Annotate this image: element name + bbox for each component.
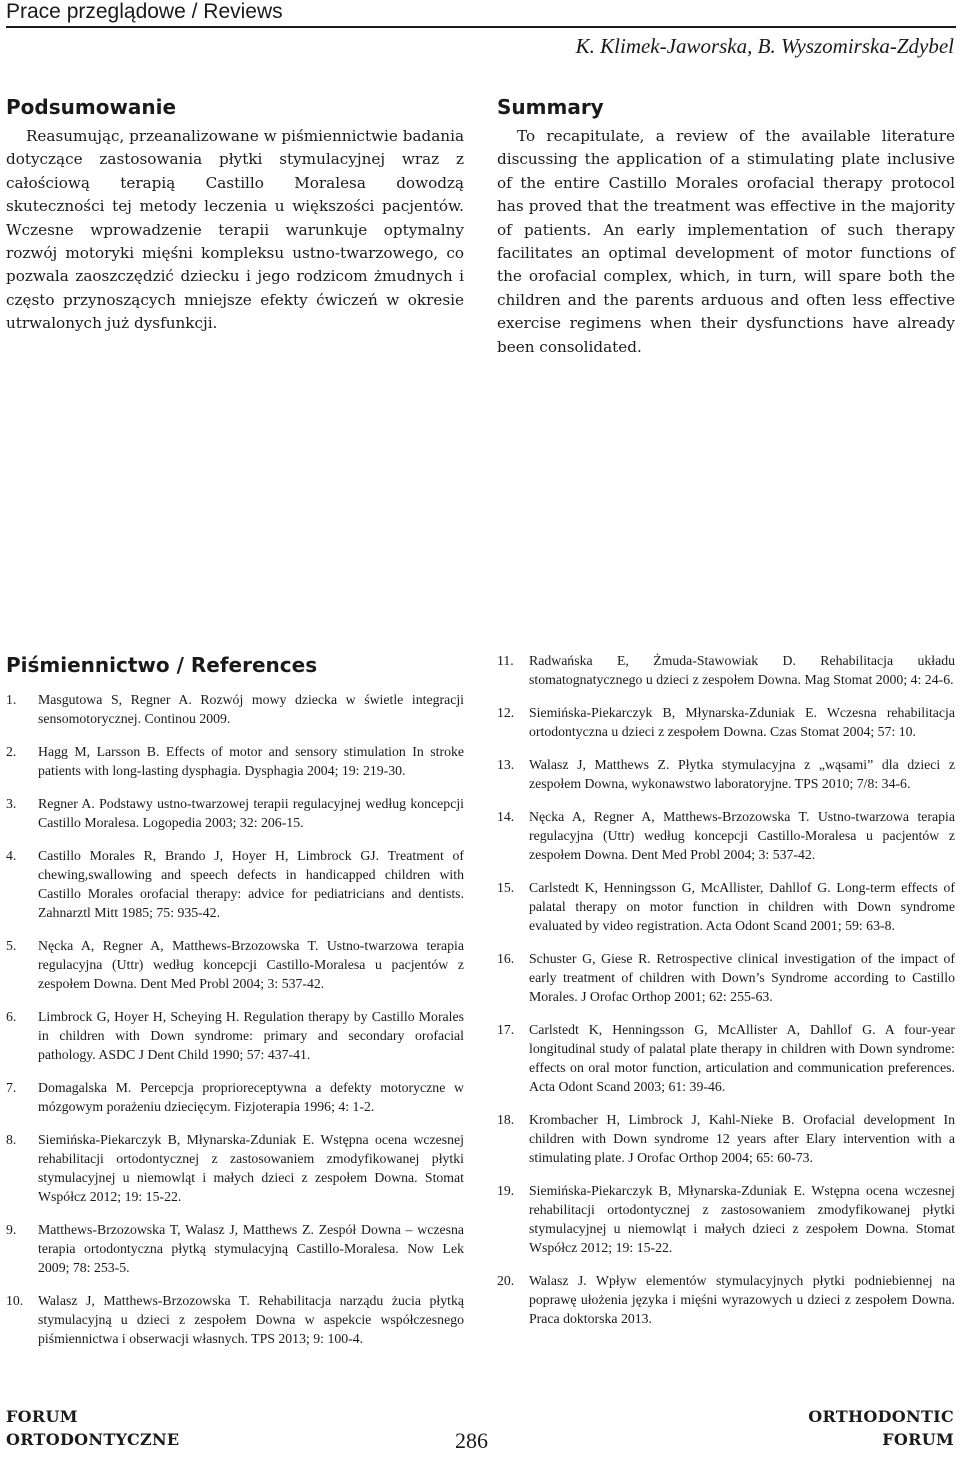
reference-item xyxy=(497,1181,955,1257)
footer-journal-right xyxy=(808,1405,954,1451)
reference-number: 17. xyxy=(497,1022,515,1037)
reference-number: 5. xyxy=(6,938,17,953)
authors: K. Klimek-Jaworska, B. Wyszomirska-Zdybel xyxy=(575,34,954,58)
reference-item xyxy=(6,1130,464,1206)
footer-right-line2: FORUM xyxy=(882,1430,954,1449)
reference-item xyxy=(6,1220,464,1277)
reference-item xyxy=(6,690,464,728)
section-label: Prace przeglądowe / Reviews xyxy=(6,0,283,23)
footer-left-line2: ORTODONTYCZNE xyxy=(6,1430,180,1449)
reference-number: 10. xyxy=(6,1293,24,1308)
reference-number: 3. xyxy=(6,796,17,811)
reference-item xyxy=(497,1110,955,1167)
reference-number: 9. xyxy=(6,1222,17,1237)
podsumowanie-heading: Podsumowanie xyxy=(6,95,177,119)
reference-text: Nęcka A, Regner A, Matthews-Brzozowska T. Ustno-twarzowa terapia regulacyjna (Uttr) według koncepcji Castillo-Moralesa u pacjentów z zespołem Downa. Dent Med Probl 2004; 3: 537-42. xyxy=(529,809,955,862)
reference-text: Nęcka A, Regner A, Matthews-Brzozowska T. Ustno-twarzowa terapia regulacyjna (Uttr) według koncepcji Castillo-Moralesa u pacjentów z zespołem Downa. Dent Med Probl 2004; 3: 537-42. xyxy=(38,938,464,991)
reference-number: 1. xyxy=(6,692,17,707)
reference-item xyxy=(497,1020,955,1096)
reference-text: Carlstedt K, Henningsson G, McAllister A, Dahllof G. A four-year longitudinal study of palatal plate therapy in children with Down syndrome: effects on oral motor function, articulation and communication preferences. Acta Odont Scand 2003; 61: 39-46. xyxy=(529,1022,955,1094)
reference-item xyxy=(497,949,955,1006)
reference-text: Hagg M, Larsson B. Effects of motor and sensory stimulation In stroke patients with long-lasting dysphagia. Dysphagia 2004; 19: 219-30. xyxy=(38,744,464,778)
reference-number: 12. xyxy=(497,705,515,720)
reference-item xyxy=(497,703,955,741)
reference-number: 15. xyxy=(497,880,515,895)
summary-heading: Summary xyxy=(497,95,604,119)
reference-text: Limbrock G, Hoyer H, Scheying H. Regulation therapy by Castillo Morales in children with Down syndrome: primary and secondary orofacial pathology. ASDC J Dent Child 1990; 57: 437-41. xyxy=(38,1009,464,1062)
reference-text: Siemińska-Piekarczyk B, Młynarska-Zduniak E. Wczesna rehabilitacja ortodontyczna u dzieci z zespołem Downa. Czas Stomat 2004; 57: 10. xyxy=(529,705,955,739)
reference-item xyxy=(6,1007,464,1064)
reference-number: 6. xyxy=(6,1009,17,1024)
references-heading: Piśmiennictwo / References xyxy=(6,653,318,677)
reference-text: Walasz J. Wpływ elementów stymulacyjnych płytki podniebiennej na poprawę ułożenia języka i mięśni wyrazowych u dzieci z zespołem Downa. Praca doktorska 2013. xyxy=(529,1273,955,1326)
reference-text: Domagalska M. Percepcja proprioreceptywna a defekty motoryczne w mózgowym porażeniu dziecięcym. Fizjoterapia 1996; 4: 1-2. xyxy=(38,1080,464,1114)
reference-item xyxy=(497,651,955,689)
reference-item xyxy=(6,742,464,780)
footer-journal-left xyxy=(6,1405,179,1451)
reference-number: 14. xyxy=(497,809,515,824)
reference-number: 8. xyxy=(6,1132,17,1147)
reference-number: 4. xyxy=(6,848,17,863)
reference-item xyxy=(6,846,464,922)
reference-item xyxy=(497,755,955,793)
footer-right-line1: ORTHODONTIC xyxy=(808,1407,954,1426)
reference-text: Radwańska E, Żmuda-Stawowiak D. Rehabilitacja układu stomatognatycznego u dzieci z zespołem Downa. Mag Stomat 2000; 4: 24-6. xyxy=(529,653,955,687)
reference-text: Schuster G, Giese R. Retrospective clinical investigation of the impact of early treatment of children with Down’s Syndrome according to Castillo Morales. J Orofac Orthop 2001; 62: 255-63. xyxy=(529,951,955,1004)
reference-text: Carlstedt K, Henningsson G, McAllister, Dahllof G. Long-term effects of palatal therapy on motor function in children with Down syndrome evaluated by video registration. Acta Odont Scand 2001; 59: 63-8. xyxy=(529,880,955,933)
reference-number: 18. xyxy=(497,1112,515,1127)
footer-left-line1: FORUM xyxy=(6,1407,78,1426)
reference-item xyxy=(6,936,464,993)
summary-text: To recapitulate, a review of the available literature discussing the application of a stimulating plate inclusive of the entire Castillo Morales orofacial therapy protocol has proved that the treatment was effective in the majority of patients. An early implementation of such therapy facilitates an optimal development of motor functions of the orofacial complex, which, in turn, will spare both the children and the parents arduous and often less effective exercise regimens when their dysfunctions have already been consolidated. xyxy=(497,127,955,356)
reference-text: Castillo Morales R, Brando J, Hoyer H, Limbrock GJ. Treatment of chewing,swallowing and speech defects in handicapped children with Castillo Morales orofacial therapy: advice for pediatricians and dentists. Zahnarztl Mitt 1985; 75: 935-42. xyxy=(38,848,464,920)
reference-number: 13. xyxy=(497,757,515,772)
reference-text: Siemińska-Piekarczyk B, Młynarska-Zduniak E. Wstępna ocena wczesnej rehabilitacji ortodontycznej z zastosowaniem zmodyfikowanej płytki stymulacyjnej u niemowląt i małych dzieci z zespołem Downa. Stomat Współcz 2012; 19: 15-22. xyxy=(529,1183,955,1255)
podsumowanie-text: Reasumując, przeanalizowane w piśmiennictwie badania dotyczące zastosowania płytki stymulacyjnej wraz z całościową terapią Castillo Moralesa dowodzą skuteczności tej metody leczenia u większości pacjentów. Wczesne wprowadzenie terapii warunkuje optymalny rozwój motoryki mięśni kompleksu ustno-twarzowego, co pozwala zaoszczędzić dziecku i jego rodzicom żmudnych i często przynoszących mniejsze efekty ćwiczeń w okresie utrwalonych już dysfunkcji. xyxy=(6,127,464,333)
summary-section xyxy=(497,95,955,359)
podsumowanie-section xyxy=(6,95,464,336)
reference-number: 11. xyxy=(497,653,514,668)
reference-text: Krombacher H, Limbrock J, Kahl-Nieke B. Orofacial development In children with Down syndrome 12 years after Elary intervention with a stimulating plate. J Orofac Orthop 2004; 65: 60-73. xyxy=(529,1112,955,1165)
page-number: 286 xyxy=(455,1428,488,1453)
reference-text: Regner A. Podstawy ustno-twarzowej terapii regulacyjnej według koncepcji Castillo Moralesa. Logopedia 2003; 32: 206-15. xyxy=(38,796,464,830)
reference-item xyxy=(497,878,955,935)
reference-text: Walasz J, Matthews Z. Płytka stymulacyjna z „wąsami” dla dzieci z zespołem Downa, wykonawstwo laboratoryjne. TPS 2010; 7/8: 34-6. xyxy=(529,757,955,791)
header-rule xyxy=(6,26,956,28)
reference-item xyxy=(497,807,955,864)
reference-number: 7. xyxy=(6,1080,17,1095)
reference-number: 20. xyxy=(497,1273,515,1288)
reference-text: Siemińska-Piekarczyk B, Młynarska-Zduniak E. Wstępna ocena wczesnej rehabilitacji ortodontycznej z zastosowaniem zmodyfikowanej płytki stymulacyjnej u niemowląt i małych dzieci z zespołem Downa. Stomat Współcz 2012; 19: 15-22. xyxy=(38,1132,464,1204)
reference-item xyxy=(6,794,464,832)
reference-text: Matthews-Brzozowska T, Walasz J, Matthews Z. Zespół Downa – wczesna terapia ortodontyczna płytką stymulacyjną Castillo-Moralesa. Now Lek 2009; 78: 253-5. xyxy=(38,1222,464,1275)
reference-number: 16. xyxy=(497,951,515,966)
reference-item xyxy=(6,1291,464,1348)
reference-item xyxy=(497,1271,955,1328)
reference-number: 19. xyxy=(497,1183,515,1198)
references-right-column xyxy=(497,651,955,1342)
reference-text: Masgutowa S, Regner A. Rozwój mowy dziecka w świetle integracji sensomotorycznej. Continou 2009. xyxy=(38,692,464,726)
reference-text: Walasz J, Matthews-Brzozowska T. Rehabilitacja narządu żucia płytką stymulacyjną u dzieci z zespołem Downa w aspekcie współczesnego piśmiennictwa i obserwacji własnych. TPS 2013; 9: 100-4. xyxy=(38,1293,464,1346)
reference-number: 2. xyxy=(6,744,17,759)
reference-item xyxy=(6,1078,464,1116)
references-left-column xyxy=(6,690,464,1362)
